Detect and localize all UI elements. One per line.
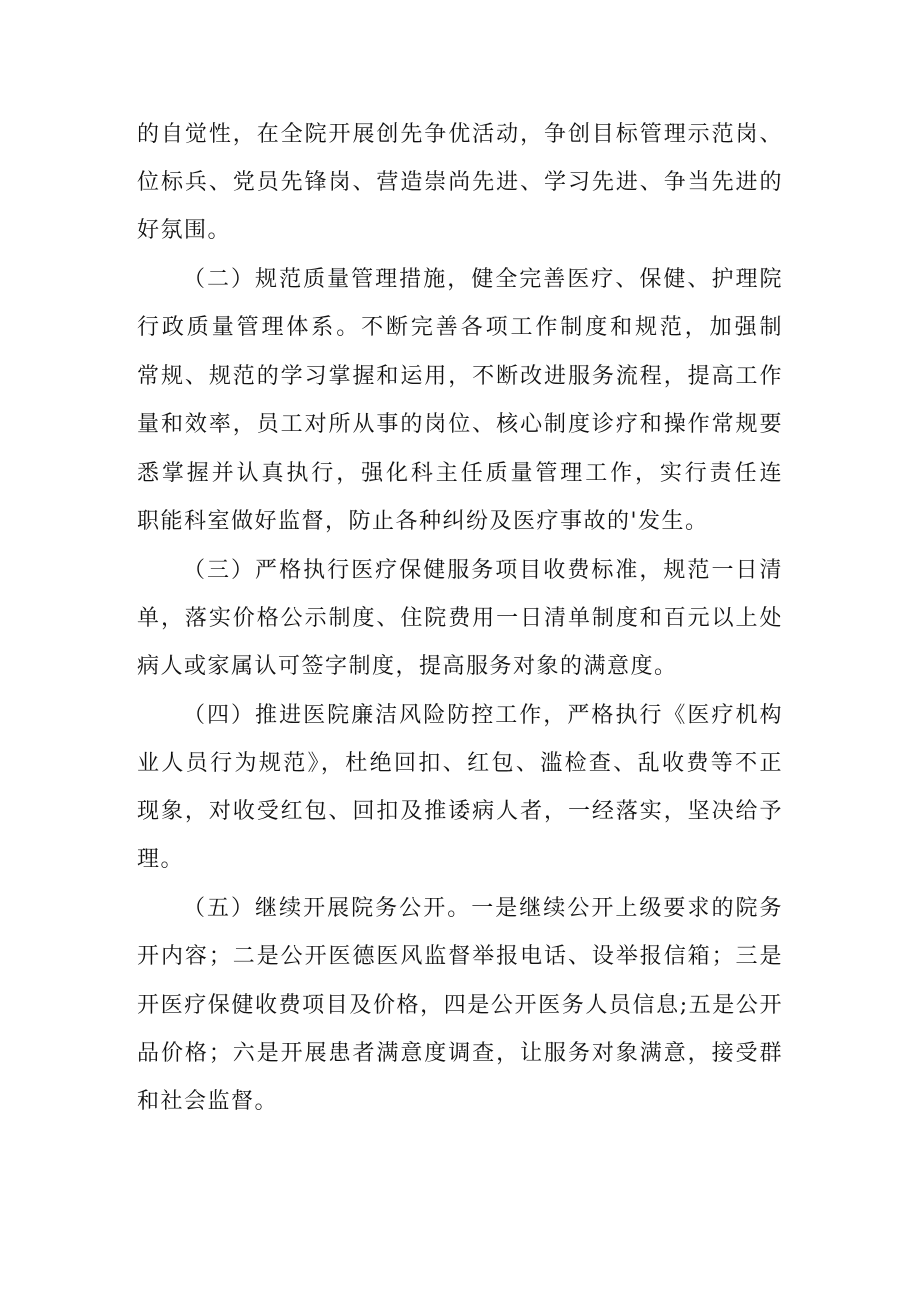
- paragraph-line: 开医疗保健收费项目及价格，四是公开医务人员信息;五是公开: [137, 993, 783, 1018]
- paragraph-line: 和社会监督。: [137, 1089, 279, 1114]
- paragraph-line: 单，落实价格公示制度、住院费用一日清单制度和百元以上处: [137, 606, 783, 631]
- paragraph-line: 病人或家属认可签字制度，提高服务对象的满意度。: [137, 654, 678, 679]
- paragraph-line: 好氛围。: [137, 218, 232, 243]
- paragraph-line: 职能科室做好监督，防止各种纠纷及医疗事故的'发生。: [137, 509, 709, 534]
- paragraph-line: 悉掌握并认真执行，强化科主任质量管理工作，实行责任连: [137, 461, 783, 486]
- paragraph-line: 的自觉性，在全院开展创先争优活动，争创目标管理示范岗、: [137, 122, 783, 147]
- paragraph-line: （三）严格执行医疗保健服务项目收费标准，规范一日清: [183, 558, 783, 583]
- paragraph-line: （五）继续开展院务公开。一是继续公开上级要求的院务: [183, 896, 783, 921]
- paragraph-line: （二）规范质量管理措施，健全完善医疗、保健、护理院: [183, 267, 783, 292]
- paragraph-line: 量和效率，员工对所从事的岗位、核心制度诊疗和操作常规要: [137, 412, 783, 437]
- paragraph-line: 行政质量管理体系。不断完善各项工作制度和规范，加强制: [137, 315, 783, 340]
- paragraph-line: 业人员行为规范》，杜绝回扣、红包、滥检查、乱收费等不正: [137, 751, 783, 776]
- paragraph-line: 品价格；六是开展患者满意度调查，让服务对象满意，接受群: [137, 1041, 783, 1066]
- paragraph-line: 位标兵、党员先锋岗、营造崇尚先进、学习先进、争当先进的: [137, 170, 783, 195]
- paragraph-line: 现象，对收受红包、回扣及推诿病人者，一经落实，坚决给予: [137, 799, 783, 824]
- paragraph-line: 理。: [137, 847, 185, 872]
- paragraph-line: 开内容；二是公开医德医风监督举报电话、设举报信箱；三是: [137, 944, 783, 969]
- paragraph-line: 常规、规范的学习掌握和运用，不断改进服务流程，提高工作: [137, 364, 783, 389]
- paragraph-line: （四）推进医院廉洁风险防控工作，严格执行《医疗机构: [183, 703, 783, 728]
